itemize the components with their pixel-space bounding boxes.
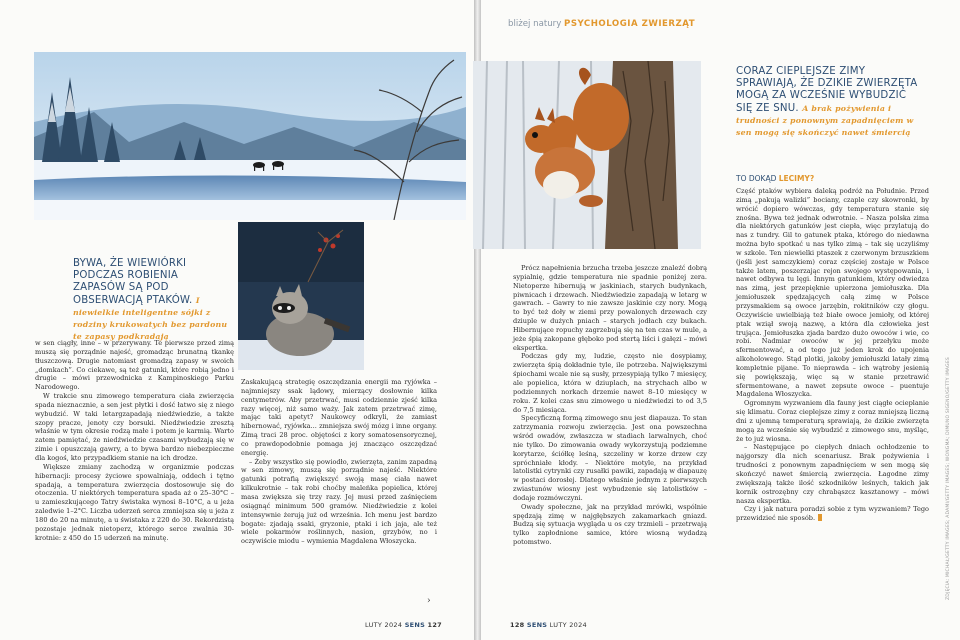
photo-credit	[946, 350, 954, 600]
right-col1-paragraph-1: Prócz napełnienia brzucha trzeba jeszcze znaleźć dobrą sypialnię, gdzie temperatura nie spadnie poniżej zera. Nietoperze hibernują w jaskiniach, starych budynkach, piwnicach i drzewach. Niedźwiedzie zapadają w letarg w gawrach. – Gawry to nie zawsze jaskinie czy nory. Mogą to być też doły w ziemi przy powalonych drzewach czy dziuple w dużych pniach – starych jodłach czy bukach. Hibernujące ropuchy zagrzebują się na ten czas w mule, a jeże śpią zakopane głęboko pod stertą liści i gałęzi – mówi ekspertka.	[513, 264, 707, 352]
right-col1-paragraph-3: Specyficzną formą zimowego snu jest diapauza. To stan zatrzymania rozwoju zwierzęcia. Jest ona powszechna wśród owadów, zwłaszcza w stadiach larwalnych, choć nie tylko. Do zimowania owady wykorzystują podziemne korytarze, ściółkę leśną, szczeliny w korze drzew czy spróchniałe kłody. – Niektóre motyle, na przykład latolistki cytrynki czy rusałki pawiki, zapadają w diapauzę w postaci dorosłej. Dlatego właśnie jednym z pierwszych zwiastunów wiosny jest wybudzenie się latolistków – dodaje rozmówczyni.	[513, 414, 707, 502]
left-footer-page: 127	[427, 621, 442, 629]
right-footer-magazine: SENS	[526, 621, 548, 629]
right-col2-paragraph-3: – Następujące po ciepłych dniach ochłodzenie to najgorszy dla nich scenariusz. Brak pożywienia i trudności z ponownym zapadnięciem w sen mogą się skończyć nawet śmiercią zwierzęcia. Łagodne zimy zwiększają także ilość szkodników leśnych, takich jak kornik ostrozębny czy chrabąszcz kasztanowy – mówi nasza ekspertka.	[736, 443, 929, 505]
raccoon-photo	[238, 222, 364, 370]
left-col2-paragraph-1: Zaskakującą strategię oszczędzania energii ma ryjówka – najmniejszy ssak lądowy, mierzący dosłownie kilka centymetrów. Aby przetrwać, musi codziennie zjeść kilka razy więcej, niż samo waży. Jak zatem przetrwać zimę, mając taki apetyt? Naukowcy odkryli, że zamiast hibernować, ryjówka... zmniejsza swój mózg i inne organy. Zimą traci 28 proc. objętości z kory somatosensorycznej, co prawdopodobnie pomaga jej znacząco oszczędzać energię.	[241, 378, 437, 457]
right-col1-paragraph-2: Podczas gdy my, ludzie, często nie dosypiamy, zwierzęta śpią dokładnie tyle, ile potrzeba. Największymi śpiochami wcale nie są susły, przesypiają tylko 7 miesięcy, ale popielica, która w dziuplach, na strychach albo w podziemnych norkach drzemie nawet 8–10 miesięcy w roku. Z kolei czas snu zimowego u niedźwiedzi to od 3,5 do 7,5 miesiąca.	[513, 352, 707, 414]
left-column-2	[241, 378, 437, 546]
section-runner	[508, 19, 695, 29]
left-col1-paragraph-2: W trakcie snu zimowego temperatura ciała zwierzęcia spada nieznacznie, a sen jest płytki i dość łatwo się z niego wybudzić. W taki letargzapadają niedźwiedzie, a także szopy pracze, jenoty czy borsuki. Niedźwiedzie zresztą właśnie w tym okresie rodzą małe i potem je karmią. Warto zatem pamiętać, że niedźwiedzie czasami wybudzają się w zimie i opuszczają gawry, a to bywa bardzo niebezpieczne dla kogoś, kto przypadkiem stanie na ich drodze.	[35, 392, 234, 462]
right-col2-paragraph-1: Część ptaków wybiera daleką podróż na Południe. Przed zimą „pakują walizki” bociany, czaple czy skowronki, by wrócić dopiero wówczas, gdy temperatura stanie się znośna. Bywa też jednak odwrotnie. – Nasza polska zima dla niektórych gatunków jest ciepła, więc przylatują do nas z tundry. Gil to gatunek ptaka, którego do niedawna można było spotkać u nas tylko zimą – tak się uczyliśmy w szkole. Ten niewielki ptaszek z czerwonym brzuszkiem (jeśli jest samczykiem) coraz częściej zostaje w Polsce także latem, poszerzając rejon swojego występowania, i nawet odbywa tu lęgi. Innym gatunkiem, który odwiedza nas zimą, jest przepięknie upierzona jemiołuszka. Dla jemiołuszek spędzających całą zimę w Polsce przysmakiem są owoce jarzębin, rokitników czy głogu. Oczywiście uwielbiają też białe owoce jemioły, od której ptak wziął swoją nazwę, a która dla człowieka jest trująca. Jemiołuszka zjada bardzo dużo owoców i wie, co robi. Nadmiar owoców w jej przełyku może sfermentować, a od tego już jeden krok do upojenia alkoholowego. Stąd plotki, jakoby jemiołuszki latały zimą kompletnie pijane. To nieprawda – ich wątroby jesienią się powiększają, więc są w stanie przetrawić sfermentowane, a nawet zepsute owoce – puentuje Magdalena Włoszycka.	[736, 187, 929, 399]
left-lede	[73, 258, 229, 343]
left-page	[0, 0, 474, 640]
to-dokad-lecimy-heading	[736, 174, 814, 183]
right-column-1	[513, 264, 707, 547]
right-footer-page: 128	[510, 621, 525, 629]
right-col1-paragraph-4: Owady społeczne, jak na przykład mrówki, wspólnie spędzają zimę w najgłębszych zakamarkach gniazd. Budzą się sytuacja wygląda u os czy trzmieli – przetrwają tylko zapłodnione samice, które wiosną wydadzą potomstwo.	[513, 502, 707, 547]
runner-plain: bliżej natury	[508, 19, 562, 29]
left-col1-paragraph-3: Większe zmiany zachodzą w organizmie podczas hibernacji: procesy życiowe spowalniają, oddech i tętno spadają, a temperatura zwierzęcia dostosowuje się do otoczenia. U niektórych temperatura spada aż o 25–30°C – u zamieszkującego Tatry świstaka wynosi 8–10°C, a u jeża zaledwie 1–2°C. Liczba uderzeń serca zmniejsza się u jeża z 180 do 20 na minutę, a u świstaka z 220 do 30. Rekordzistą pozostaje jednak nietoperz, którego serce zwalnia 30-krotnie: z 450 do 15 uderzeń na minutę.	[35, 462, 234, 542]
left-footer-date: LUTY 2024	[365, 621, 403, 629]
squirrel-photo	[473, 61, 701, 249]
left-lede-italic: I niewielkie inteligentne sójki z rodziny krukowatych bez pardonu te zapasy podkradają	[73, 295, 228, 342]
right-lede-italic: A brak pożywienia i trudności z ponownym zapadnięciem w sen mogą się skończyć nawet śmiercią	[736, 103, 914, 138]
right-lede-caps: CORAZ CIEPLEJSZE ZIMY SPRAWIAJĄ, ŻE DZIKIE ZWIERZĘTA MOGĄ ZA WCZEŚNIE WYBUDZIĆ SIĘ ZE SNU.	[736, 66, 918, 114]
right-footer	[510, 621, 587, 629]
left-footer	[365, 621, 442, 629]
runner-section: PSYCHOLOGIA ZWIERZĄT	[564, 19, 696, 29]
right-footer-date: LUTY 2024	[549, 621, 587, 629]
right-column-2	[736, 187, 929, 523]
subhead-accent: LECIMY?	[778, 174, 815, 183]
left-col2-paragraph-2: – Żeby wszystko się powiodło, zwierzęta, zanim zapadną w sen zimowy, muszą się porządnie najeść. Niektóre gatunki potrafią zwiększyć swoją masę ciała nawet kilkukrotnie – tak robi choćby maleńka popielica, której masa zwiększa się trzy razy. Jej musi przed zaśnięciem osiągnąć minimum 500 gramów. Niedźwiedzie z kolei intensywnie żerują już od września. Ich menu jest bardzo bogate: zjadają ssaki, gryzonie, ptaki i ich jaja, ale też wiele pokarmów roślinnych, nasion, grzybów, no i oczywiście miodu – wymienia Magdalena Włoszycka.	[241, 457, 437, 546]
photo-credit-text: ZDJĘCIA: MICHAŁ/GETTY IMAGES; ADAMI/GETTY IMAGES; WONGMA; DIMUNO SIGENO/GETTY IMAGES	[946, 357, 951, 600]
left-lede-caps: BYWA, ŻE WIEWIÓRKI PODCZAS ROBIENIA ZAPASÓW SĄ POD OBSERWACJĄ PTAKÓW.	[73, 258, 193, 306]
left-footer-magazine: SENS	[404, 621, 426, 629]
end-mark-icon	[818, 514, 822, 521]
right-lede	[736, 66, 924, 139]
right-col2-paragraph-4	[736, 505, 929, 523]
left-col1-paragraph-1: w sen ciągły, inne – w przerywany. Te pierwsze przed zimą muszą się porządnie najeść, gromadząc brunatną tkankę tłuszczową. Drugie natomiast gromadzą zapasy w swoich „domkach”. Co ciekawe, są też gatunki, które robią jedno i drugie – mówi przewodnicka z Kampinoskiego Parku Narodowego.	[35, 339, 234, 392]
right-col2-paragraph-2: Ogromnym wyzwaniem dla fauny jest ciągłe ocieplanie się klimatu. Coraz cieplejsze zimy z coraz mniejszą liczną dni z ujemną temperaturą sprawiają, że dzikie zwierzęta mogą za wcześnie się wybudzić z zimowego snu, myśląc, że to już wiosna.	[736, 399, 929, 443]
right-col2-paragraph-4-text: Czy i jak natura poradzi sobie z tym wyzwaniem? Tego przewidzieć nie sposób.	[736, 505, 929, 523]
continue-arrow-icon: ›	[427, 596, 431, 606]
winter-river-photo	[34, 52, 466, 220]
left-column-1	[35, 339, 234, 542]
subhead-plain: TO DOKĄD	[736, 174, 777, 183]
